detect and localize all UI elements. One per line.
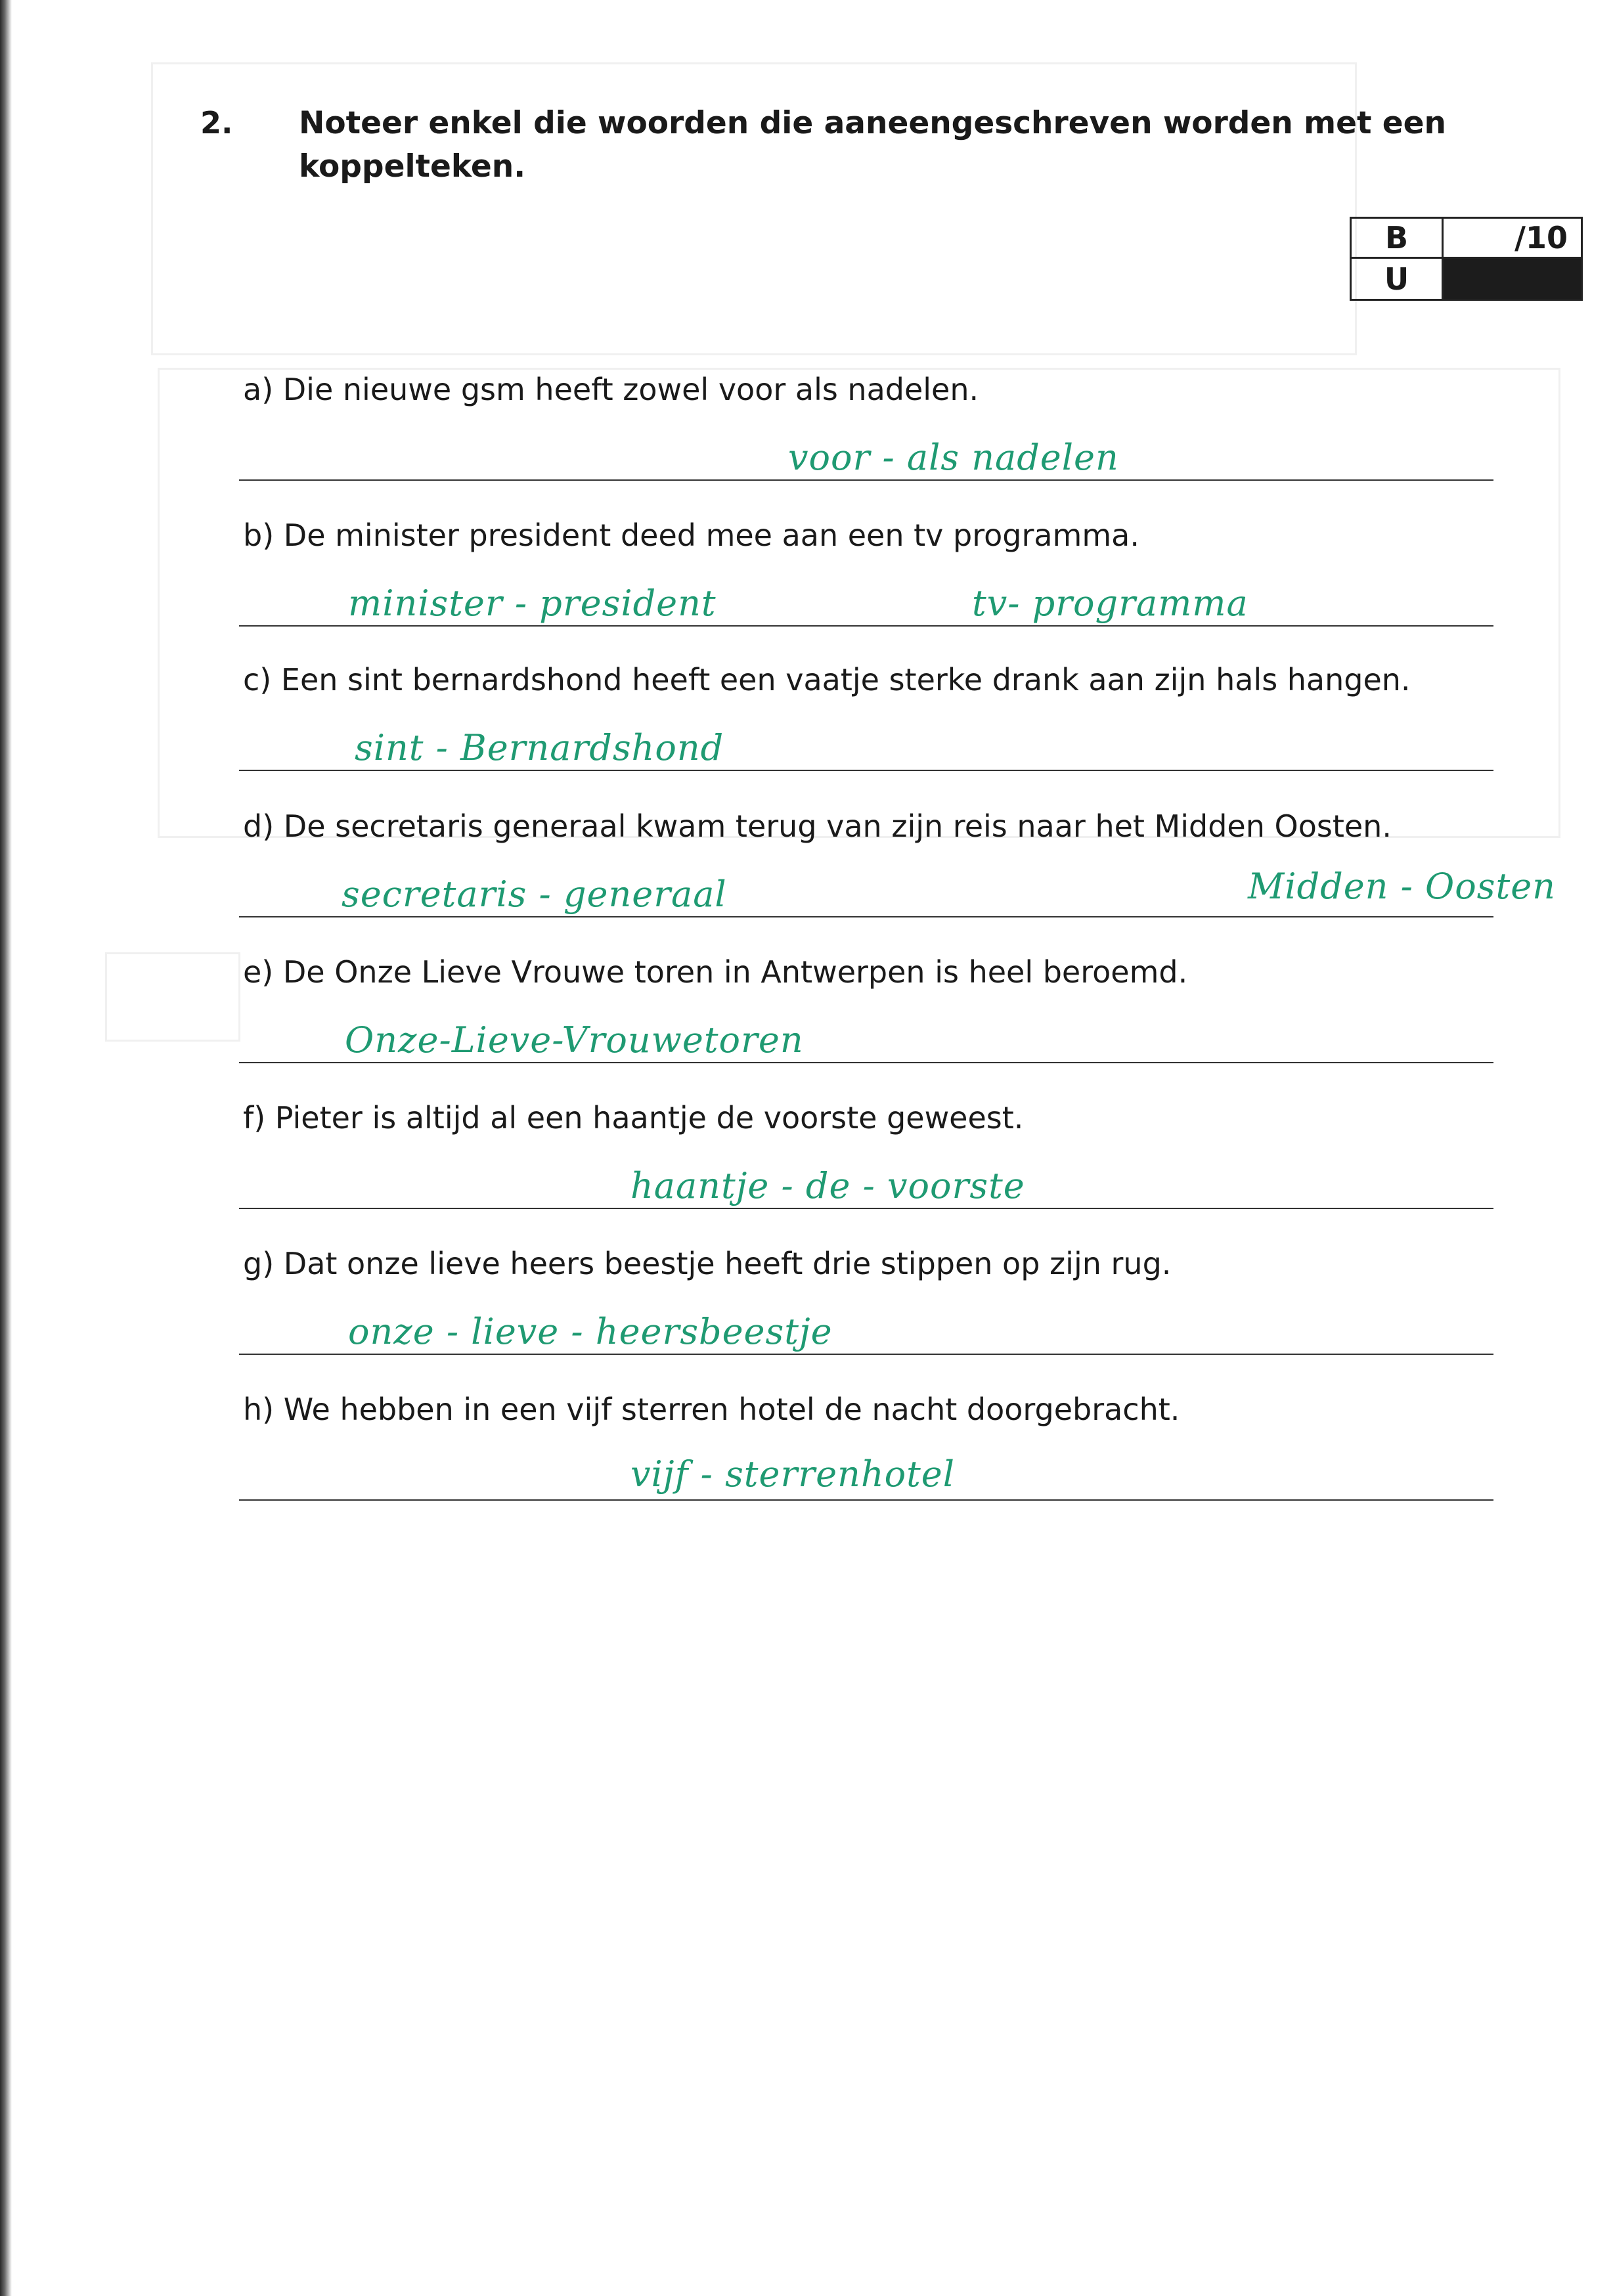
question-number: 2. <box>200 105 233 141</box>
answer-line <box>239 916 1493 917</box>
exercise-sentence <box>243 517 1530 554</box>
item-letter: e) <box>243 954 274 990</box>
exercise-sentence <box>243 954 1530 990</box>
item-letter: g) <box>243 1246 275 1281</box>
handwritten-answer: onze - lieve - heersbeestje <box>348 1311 833 1352</box>
exercise-sentence <box>243 371 1530 408</box>
exercise-item-b <box>243 517 1530 624</box>
exercise-item-c <box>243 661 1530 768</box>
score-uitbreiding-label: U <box>1352 259 1444 299</box>
handwritten-answer: minister - president <box>348 583 717 624</box>
score-box <box>1350 217 1583 301</box>
exercise-sentence <box>243 808 1530 845</box>
item-text: De Onze Lieve Vrouwe toren in Antwerpen is heel beroemd. <box>282 954 1188 990</box>
item-letter: f) <box>243 1100 266 1136</box>
handwritten-answer: Midden - Oosten <box>1248 866 1556 907</box>
exercise-item-f <box>243 1099 1530 1206</box>
score-uitbreiding-shaded <box>1444 259 1581 299</box>
score-basis-label: B <box>1352 219 1444 259</box>
question-title: Noteer enkel die woorden die aaneengeschreven worden met een koppelteken. <box>299 105 1447 185</box>
answer-line <box>239 1208 1493 1209</box>
item-text: Pieter is altijd al een haantje de voorste geweest. <box>275 1100 1024 1136</box>
answer-line <box>239 1354 1493 1355</box>
exercise-sentence <box>243 1099 1530 1136</box>
handwritten-answer: voor - als nadelen <box>788 437 1119 478</box>
item-text: We hebben in een vijf sterren hotel de nacht doorgebracht. <box>283 1392 1180 1427</box>
item-text: Dat onze lieve heers beestje heeft drie stippen op zijn rug. <box>283 1246 1172 1281</box>
handwritten-answer: haantje - de - voorste <box>630 1165 1025 1206</box>
item-text: De secretaris generaal kwam terug van zijn reis naar het Midden Oosten. <box>283 808 1392 844</box>
item-letter: d) <box>243 808 275 844</box>
item-letter: c) <box>243 662 272 697</box>
handwritten-answer: vijf - sterrenhotel <box>630 1453 956 1495</box>
item-text: Een sint bernardshond heeft een vaatje sterke drank aan zijn hals hangen. <box>280 662 1411 697</box>
handwritten-answer: tv- programma <box>972 583 1248 624</box>
answer-line <box>239 770 1493 771</box>
item-letter: b) <box>243 518 275 553</box>
item-letter: a) <box>243 372 274 407</box>
exercise-sentence <box>243 1391 1530 1428</box>
scan-edge <box>0 0 12 2296</box>
handwritten-answer: sint - Bernardshond <box>355 727 724 768</box>
exercise-item-e <box>243 954 1530 1061</box>
handwritten-answer: Onze-Lieve-Vrouwetoren <box>345 1019 804 1061</box>
handwritten-answer: secretaris - generaal <box>342 873 727 915</box>
exercise-item-a <box>243 371 1530 478</box>
item-letter: h) <box>243 1392 275 1427</box>
bleed-through-grade-box <box>105 952 240 1042</box>
answer-line <box>239 1062 1493 1063</box>
item-text: De minister president deed mee aan een tv programma. <box>283 518 1139 553</box>
exercise-item-g <box>243 1245 1530 1352</box>
item-text: Die nieuwe gsm heeft zowel voor als nadelen. <box>282 372 979 407</box>
exercise-item-h <box>243 1391 1530 1495</box>
answer-line <box>239 625 1493 627</box>
exercise-sentence <box>243 1245 1530 1282</box>
answer-line <box>239 1499 1493 1501</box>
exercise-item-d <box>243 808 1556 915</box>
score-points: /10 <box>1444 219 1581 259</box>
answer-line <box>239 479 1493 481</box>
exercise-sentence <box>243 661 1530 698</box>
